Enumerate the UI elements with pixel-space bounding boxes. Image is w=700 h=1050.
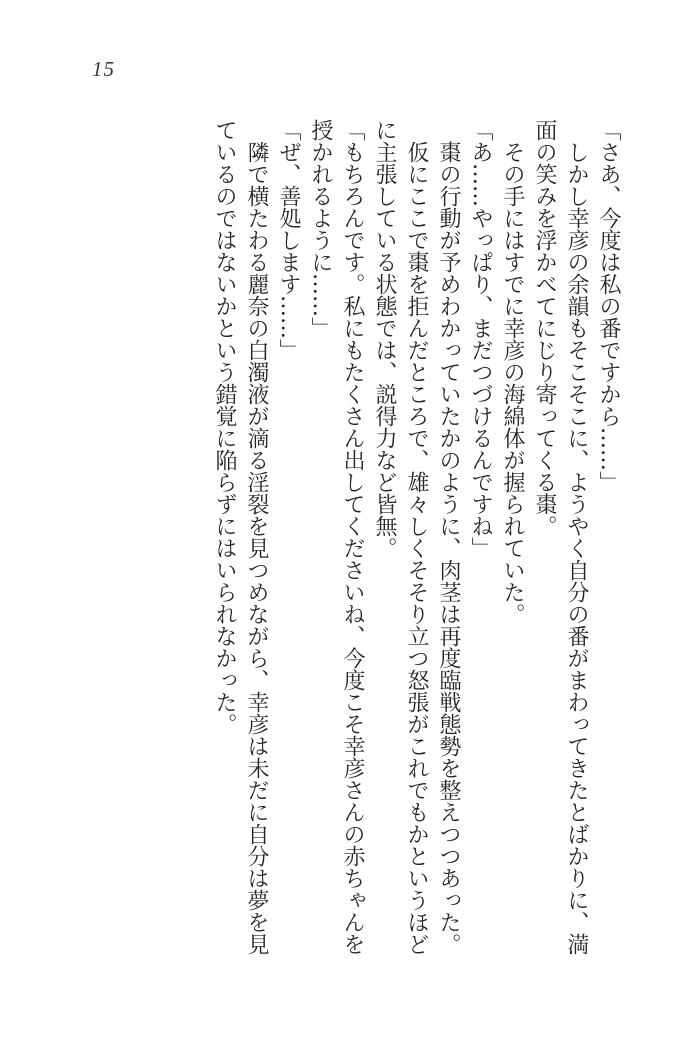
paragraph-1: 「さあ、今度は私の番ですから……」	[596, 119, 621, 493]
paragraph-7: 「もちろんです。私にもたくさん出してくださいね、今度こそ幸彦さんの赤ちゃんを授かれるように……」	[308, 119, 365, 955]
paragraph-8: 「ぜ、善処します……」	[276, 119, 301, 361]
paragraph-9: 隣で横たわる麗奈の白濁液が滴る淫裂を見つめながら、幸彦は未だに自分は夢を見ているのではないかという錯覚に陥らずにはいられなかった。	[212, 119, 269, 955]
paragraph-5: 棗の行動が予めわかっていたかのように、肉茎は再度臨戦態勢を整えつつあった。	[436, 141, 461, 955]
paragraph-6: 仮にここで棗を拒んだところで、雄々しくそそり立つ怒張がこれでもかというほどに主張している状態では、説得力など皆無。	[372, 119, 429, 955]
paragraph-4: 「あ……やっぱり、まだつづけるんですね」	[468, 119, 493, 559]
page-number: 15	[92, 57, 115, 81]
paragraph-3: その手にはすでに幸彦の海綿体が握られていた。	[500, 141, 525, 625]
paragraph-2: しかし幸彦の余韻もそこそこに、ようやく自分の番がまわってきたとばかりに、満面の笑みを浮かべてにじり寄ってくる棗。	[532, 119, 589, 955]
text-block	[208, 119, 624, 955]
